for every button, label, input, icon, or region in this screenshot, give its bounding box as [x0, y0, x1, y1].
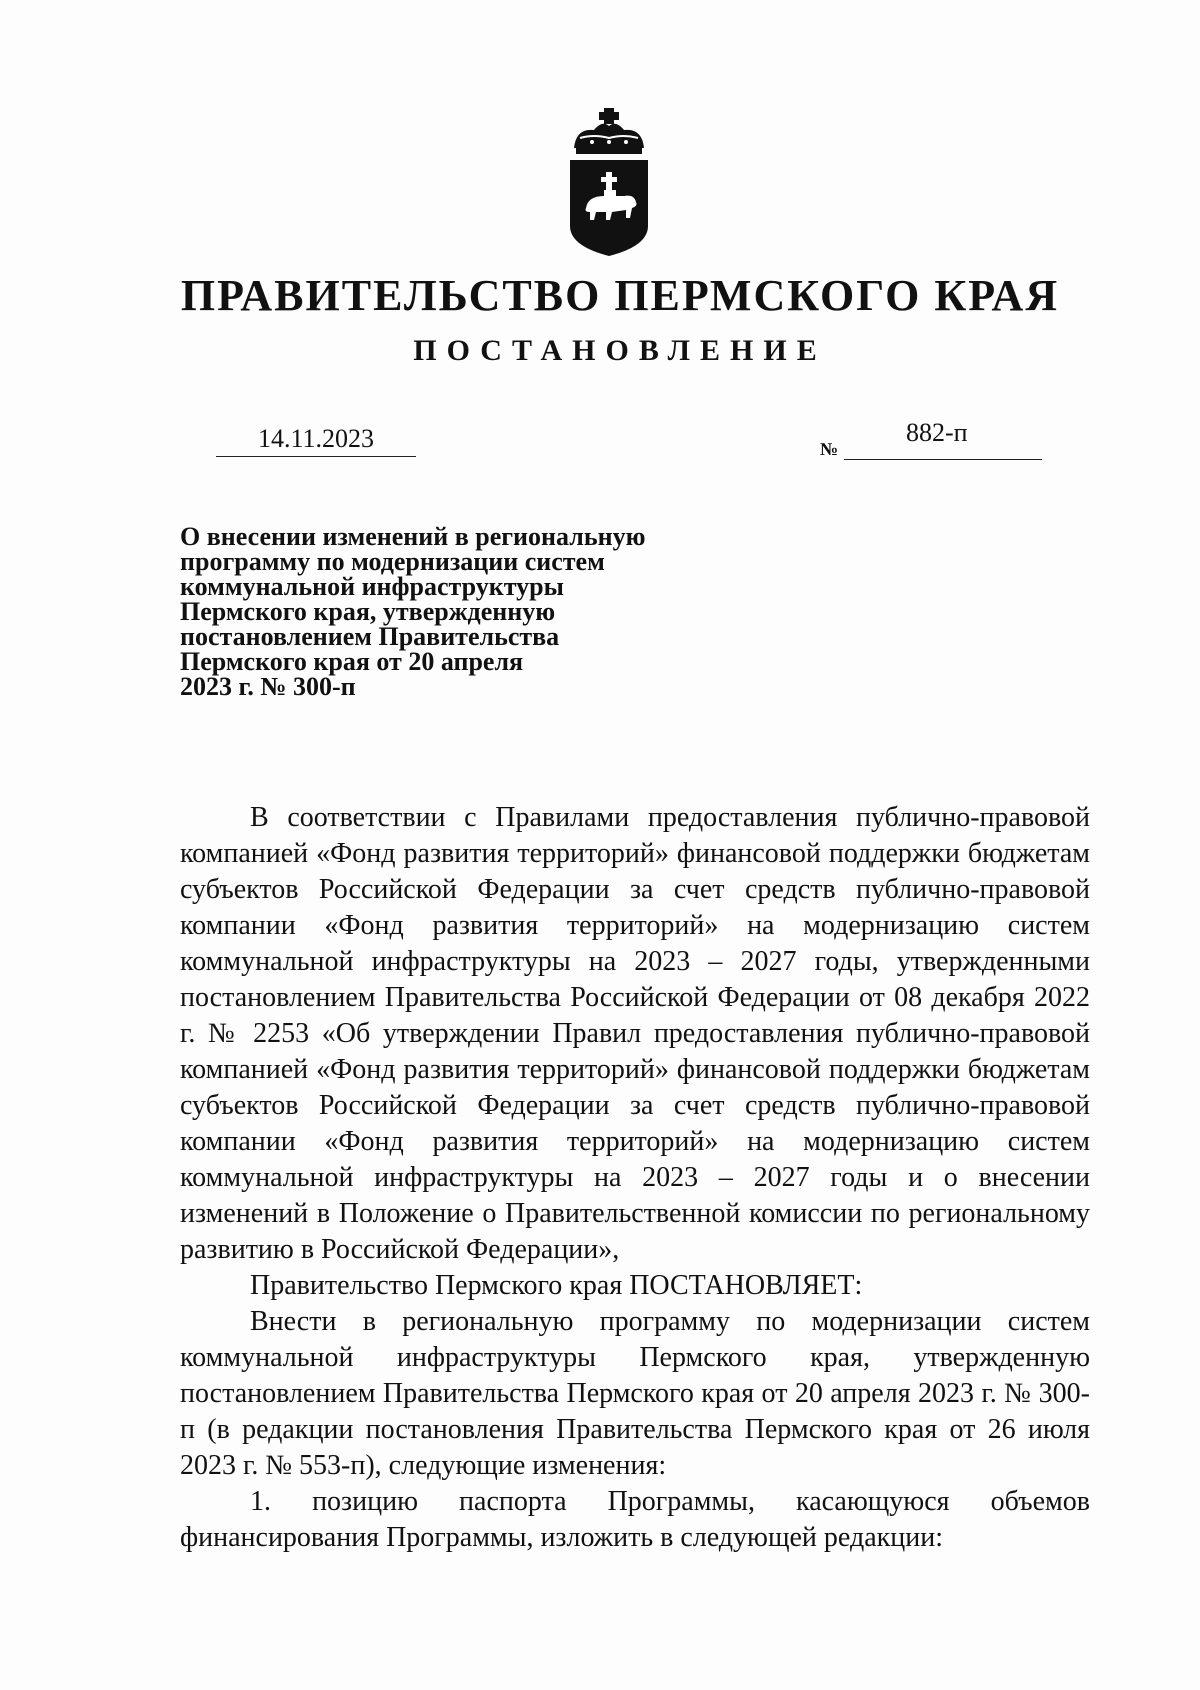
subject-line: постановлением Правительства: [180, 622, 560, 651]
subject-line: Пермского края, утвержденную: [180, 597, 556, 626]
document-number-value: 882-п: [906, 418, 968, 447]
document-body: [180, 800, 1090, 1556]
document-number: [820, 418, 1042, 460]
document-type: ПОСТАНОВЛЕНИЕ: [413, 334, 827, 367]
document-subject: [180, 524, 700, 699]
body-paragraph-amendment: Внести в региональную программу по модернизации систем коммунальной инфраструктуры Пермского края, утвержденную постановлением Правительства Пермского края от 20 апреля 2023 г. № 300-п (в редакции постановления Правительства Пермского края от 26 июля 2023 г. № 553-п), следующие изменения:: [180, 1306, 1090, 1481]
subject-line: программу по модернизации систем: [180, 547, 605, 576]
number-sign: №: [820, 439, 839, 459]
coat-of-arms-emblem: [564, 108, 654, 258]
subject-line: О внесении изменений в региональную: [180, 522, 646, 551]
document-date: [216, 424, 416, 457]
subject-line: коммунальной инфраструктуры: [180, 572, 564, 601]
government-title: ПРАВИТЕЛЬСТВО ПЕРМСКОГО КРАЯ: [180, 271, 1060, 320]
subject-line: 2023 г. № 300-п: [180, 672, 356, 701]
body-paragraph-resolves: Правительство Пермского края ПОСТАНОВЛЯЕТ:: [250, 1270, 863, 1301]
number-underline: [844, 459, 1042, 460]
body-paragraph-item-1: 1. позицию паспорта Программы, касающуюся объемов финансирования Программы, изложить в следующей редакции:: [180, 1486, 1090, 1553]
document-date-value: 14.11.2023: [257, 424, 375, 453]
body-paragraph-legal-basis: В соответствии с Правилами предоставления публично-правовой компанией «Фонд развития территорий» финансовой поддержки бюджетам субъектов Российской Федерации за счет средств публично-правовой компании «Фонд развития территорий» на модернизацию систем коммунальной инфраструктуры на 2023 – 2027 годы, утвержденными постановлением Правительства Российской Федерации от 08 декабря 2022 г. № 2253 «Об утверждении Правил предоставления публично-правовой компанией «Фонд развития территорий» финансовой поддержки бюджетам субъектов Российской Федерации за счет средств публично-правовой компании «Фонд развития территорий» на модернизацию систем коммунальной инфраструктуры на 2023 – 2027 годы и о внесении изменений в Положение о Правительственной комиссии по региональному развитию в Российской Федерации»,: [180, 802, 1090, 1265]
subject-line: Пермского края от 20 апреля: [180, 647, 524, 676]
